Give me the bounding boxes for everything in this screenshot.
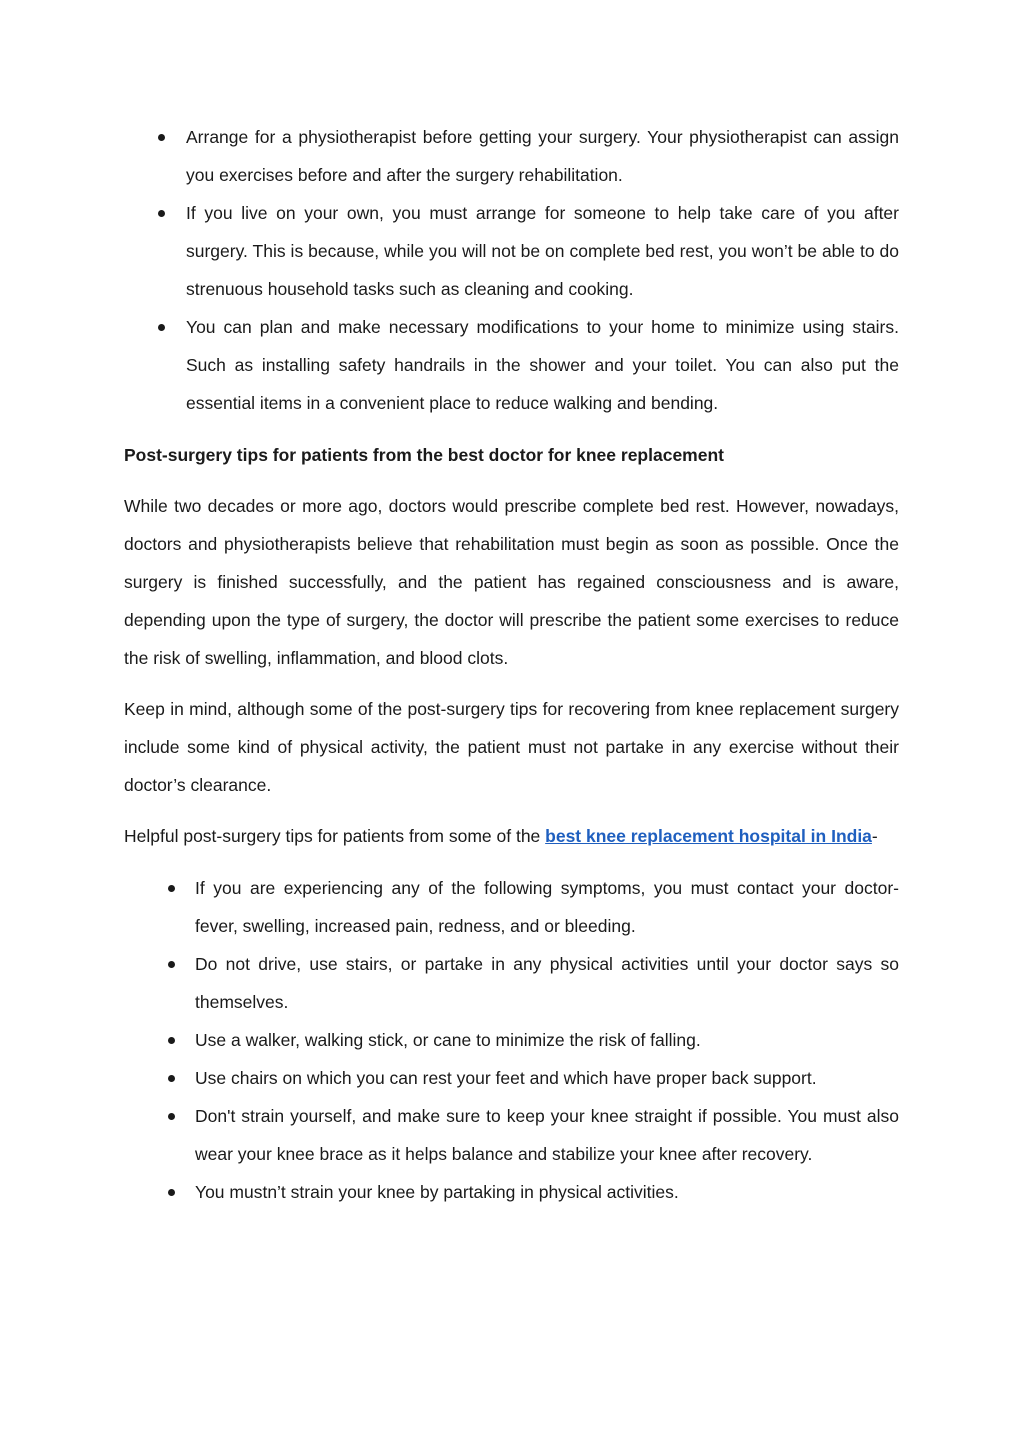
- list-item: [124, 1021, 899, 1059]
- bullet-icon: [168, 1075, 175, 1082]
- list-item-text: If you live on your own, you must arrange for someone to help take care of you after surgery. This is because, while you will not be on complete bed rest, you won’t be able to do strenuous household tasks such as cleaning and cooking.: [186, 203, 899, 299]
- bullet-icon: [158, 134, 165, 141]
- paragraph: While two decades or more ago, doctors would prescribe complete bed rest. However, nowadays, doctors and physiotherapists believe that rehabilitation must begin as soon as possible. Once the surgery is finished successfully, and the patient has regained consciousness and is aware, depending upon the type of surgery, the doctor will prescribe the patient some exercises to reduce the risk of swelling, inflammation, and blood clots.: [124, 496, 899, 668]
- list-item: [124, 194, 899, 308]
- hospital-link[interactable]: best knee replacement hospital in India: [545, 826, 872, 846]
- intro-text: Helpful post-surgery tips for patients from some of the: [124, 826, 546, 846]
- intro-suffix: -: [871, 826, 878, 846]
- list-item-text: Don't strain yourself, and make sure to keep your knee straight if possible. You must also wear your knee brace as it helps balance and stabilize your knee after recovery.: [195, 1106, 899, 1164]
- bullet-icon: [158, 324, 165, 331]
- list-item-text: You mustn’t strain your knee by partaking in physical activities.: [195, 1182, 679, 1202]
- list-item: [124, 1097, 899, 1173]
- list-item-text: Do not drive, use stairs, or partake in any physical activities until your doctor says so themselves.: [195, 954, 899, 1012]
- bullet-icon: [168, 1113, 175, 1120]
- list-item-text: Use chairs on which you can rest your feet and which have proper back support.: [195, 1068, 817, 1088]
- paragraph: Keep in mind, although some of the post-surgery tips for recovering from knee replacement surgery include some kind of physical activity, the patient must not partake in any exercise without their doctor’s clearance.: [124, 699, 899, 795]
- list-item: [124, 1173, 899, 1211]
- list-item: [124, 1059, 899, 1097]
- list-item-text: Arrange for a physiotherapist before getting your surgery. Your physiotherapist can assign you exercises before and after the surgery rehabilitation.: [186, 127, 899, 185]
- list-item-text: If you are experiencing any of the following symptoms, you must contact your doctor- fever, swelling, increased pain, redness, and or bleeding.: [195, 878, 899, 936]
- list-item: [124, 869, 899, 945]
- post-surgery-tips-list: [124, 869, 899, 1211]
- bullet-icon: [168, 961, 175, 968]
- list-item-text: Use a walker, walking stick, or cane to minimize the risk of falling.: [195, 1030, 701, 1050]
- bullet-icon: [168, 1037, 175, 1044]
- list-item-text: You can plan and make necessary modifications to your home to minimize using stairs. Such as installing safety handrails in the shower and your toilet. You can also put the essential items in a convenient place to reduce walking and bending.: [186, 317, 899, 413]
- helpful-tips-intro: [124, 817, 899, 855]
- pre-surgery-tips-list: [124, 118, 899, 422]
- list-item: [124, 308, 899, 422]
- list-item: [124, 945, 899, 1021]
- bullet-icon: [168, 1189, 175, 1196]
- bullet-icon: [158, 210, 165, 217]
- list-item: [124, 118, 899, 194]
- document-body: [124, 118, 899, 1211]
- section-heading: Post-surgery tips for patients from the best doctor for knee replacement: [124, 445, 724, 465]
- bullet-icon: [168, 885, 175, 892]
